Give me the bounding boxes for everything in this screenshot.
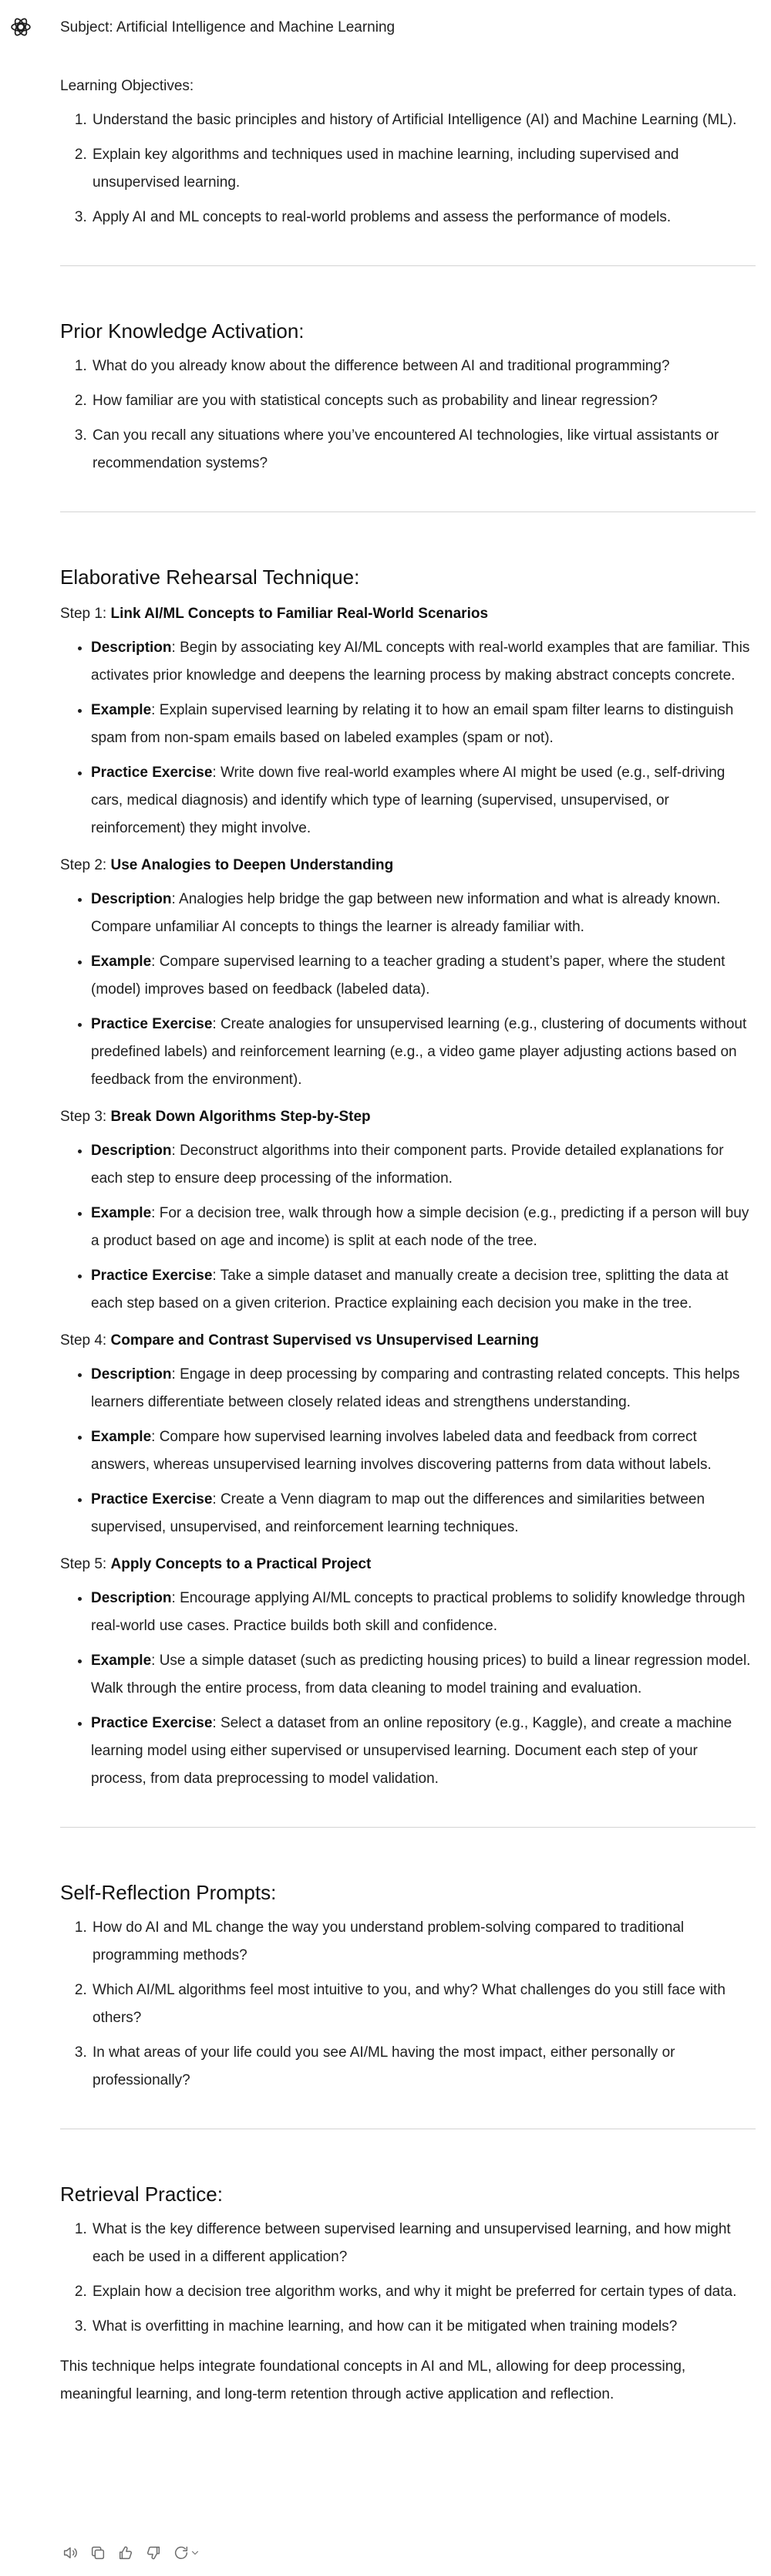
step-title: Break Down Algorithms Step-by-Step xyxy=(110,1109,371,1125)
practice-label: Practice Exercise xyxy=(91,1715,213,1731)
list-item xyxy=(91,886,756,941)
learning-objectives-label: Learning Objectives: xyxy=(60,78,194,94)
elaborative-heading: Elaborative Rehearsal Technique: xyxy=(60,566,360,589)
example-label: Example xyxy=(91,702,152,718)
message-actions xyxy=(62,2544,200,2561)
list-item: 1. What is the key difference between supervised learning and unsupervised learning, and how might each be used in a different application? xyxy=(91,2216,756,2271)
step-2-heading xyxy=(60,852,756,879)
chevron-down-icon xyxy=(190,2547,200,2558)
thumbs-up-icon[interactable] xyxy=(117,2544,134,2561)
list-item xyxy=(91,948,756,1004)
list-item: 2. How familiar are you with statistical concepts such as probability and linear regression? xyxy=(91,387,756,415)
list-item xyxy=(91,1423,756,1479)
list-item: 3. Apply AI and ML concepts to real-world problems and assess the performance of models. xyxy=(91,204,756,231)
practice-text: : Create a Venn diagram to map out the differences and similarities between supervised, unsupervised, and reinforcement learning techniques. xyxy=(91,1491,705,1535)
list-item: 3. What is overfitting in machine learning, and how can it be mitigated when training models? xyxy=(91,2313,756,2341)
practice-text: : Take a simple dataset and manually create a decision tree, splitting the data at each step based on a given criterion. Practice explaining each decision you make in the tree. xyxy=(91,1268,729,1312)
practice-text: : Write down five real-world examples where AI might be used (e.g., self-driving cars, medical diagnosis) and identify which type of learning (supervised, unsupervised, or reinforcement) they might involve. xyxy=(91,765,726,836)
description-text: : Encourage applying AI/ML concepts to practical problems to solidify knowledge through real-world use cases. Practice builds both skill and confidence. xyxy=(91,1590,746,1634)
practice-label: Practice Exercise xyxy=(91,765,213,781)
list-item: 1. Understand the basic principles and history of Artificial Intelligence (AI) and Machine Learning (ML). xyxy=(91,106,756,134)
step-prefix: Step 5: xyxy=(60,1556,111,1572)
example-label: Example xyxy=(91,1653,152,1669)
list-item: 3. In what areas of your life could you see AI/ML having the most impact, either personally or professionally? xyxy=(91,2039,756,2095)
step-1-list xyxy=(60,634,756,842)
thumbs-down-icon[interactable] xyxy=(145,2544,162,2561)
example-label: Example xyxy=(91,954,152,970)
list-item xyxy=(91,1710,756,1793)
list-item xyxy=(91,1262,756,1318)
step-4-heading xyxy=(60,1327,756,1355)
list-item: 1. What do you already know about the difference between AI and traditional programming? xyxy=(91,353,756,380)
assistant-message xyxy=(60,12,756,2409)
list-item: 2. Which AI/ML algorithms feel most intuitive to you, and why? What challenges do you still face with others? xyxy=(91,1977,756,2032)
description-text: : Begin by associating key AI/ML concepts with real-world examples that are familiar. This activates prior knowledge and deepens the learning process by making abstract concepts concrete. xyxy=(91,640,750,684)
learning-objectives-list xyxy=(60,106,756,231)
step-title: Use Analogies to Deepen Understanding xyxy=(110,857,394,873)
retrieval-list xyxy=(60,2216,756,2341)
step-2-list xyxy=(60,886,756,1094)
list-item xyxy=(91,1137,756,1193)
list-item: 2. Explain how a decision tree algorithm works, and why it might be preferred for certain types of data. xyxy=(91,2278,756,2306)
step-title: Apply Concepts to a Practical Project xyxy=(110,1556,372,1572)
step-title: Compare and Contrast Supervised vs Unsupervised Learning xyxy=(110,1332,539,1349)
self-reflection-heading: Self-Reflection Prompts: xyxy=(60,1881,277,1904)
practice-label: Practice Exercise xyxy=(91,1016,213,1032)
practice-text: : Select a dataset from an online repository (e.g., Kaggle), and create a machine learning model using either supervised or unsupervised learning. Document each step of your process, from data preprocessing to model validation. xyxy=(91,1715,732,1787)
step-prefix: Step 3: xyxy=(60,1109,111,1125)
description-label: Description xyxy=(91,1590,172,1606)
example-label: Example xyxy=(91,1429,152,1445)
practice-text: : Create analogies for unsupervised learning (e.g., clustering of documents without predefined labels) and reinforcement learning (e.g., a video game player adjusting actions based on feedback from the environment). xyxy=(91,1016,747,1088)
list-item xyxy=(91,634,756,690)
list-item xyxy=(91,1647,756,1703)
retrieval-heading: Retrieval Practice: xyxy=(60,2183,223,2206)
list-item: 3. Can you recall any situations where you’ve encountered AI technologies, like virtual assistants or recommendation systems? xyxy=(91,422,756,478)
step-prefix: Step 2: xyxy=(60,857,111,873)
divider xyxy=(60,1827,756,1828)
read-aloud-icon[interactable] xyxy=(62,2544,79,2561)
example-text: : Compare supervised learning to a teacher grading a student’s paper, where the student (model) improves based on feedback (labeled data). xyxy=(91,954,726,998)
list-item xyxy=(91,1361,756,1416)
list-item: 2. Explain key algorithms and techniques used in machine learning, including supervised and unsupervised learning. xyxy=(91,141,756,197)
step-title: Link AI/ML Concepts to Familiar Real-World Scenarios xyxy=(110,606,489,622)
regenerate-icon[interactable] xyxy=(173,2544,200,2561)
list-item: 1. How do AI and ML change the way you understand problem-solving compared to traditional programming methods? xyxy=(91,1914,756,1970)
step-1-heading xyxy=(60,600,756,628)
example-label: Example xyxy=(91,1205,152,1221)
list-item xyxy=(91,1585,756,1640)
example-text: : For a decision tree, walk through how a simple decision (e.g., predicting if a person will buy a product based on age and income) is split at each node of the tree. xyxy=(91,1205,749,1249)
step-4-list xyxy=(60,1361,756,1541)
description-text: : Analogies help bridge the gap between new information and what is already known. Compare unfamiliar AI concepts to things the learner is already familiar with. xyxy=(91,891,721,935)
step-3-heading xyxy=(60,1103,756,1131)
self-reflection-list xyxy=(60,1914,756,2095)
list-item xyxy=(91,1486,756,1541)
step-3-list xyxy=(60,1137,756,1318)
step-prefix: Step 1: xyxy=(60,606,111,622)
prior-knowledge-heading: Prior Knowledge Activation: xyxy=(60,319,305,343)
copy-icon[interactable] xyxy=(89,2544,106,2561)
example-text: : Use a simple dataset (such as predicting housing prices) to build a linear regression model. Walk through the entire process, from data cleaning to model training and evaluation. xyxy=(91,1653,751,1697)
assistant-logo-icon xyxy=(9,15,32,39)
description-label: Description xyxy=(91,1366,172,1383)
practice-label: Practice Exercise xyxy=(91,1268,213,1284)
subject-line: Subject: Artificial Intelligence and Machine Learning xyxy=(60,19,396,35)
list-item xyxy=(91,697,756,752)
closing-paragraph: This technique helps integrate foundational concepts in AI and ML, allowing for deep processing, meaningful learning, and long-term retention through active application and reflection. xyxy=(60,2358,686,2402)
practice-label: Practice Exercise xyxy=(91,1491,213,1507)
description-text: : Deconstruct algorithms into their component parts. Provide detailed explanations for each step to ensure deep processing of the information. xyxy=(91,1143,724,1187)
prior-knowledge-list xyxy=(60,353,756,478)
description-label: Description xyxy=(91,640,172,656)
divider xyxy=(60,265,756,266)
step-5-list xyxy=(60,1585,756,1793)
example-text: : Compare how supervised learning involves labeled data and feedback from correct answers, whereas unsupervised learning involves discovering patterns from data without labels. xyxy=(91,1429,712,1473)
list-item xyxy=(91,1011,756,1094)
step-prefix: Step 4: xyxy=(60,1332,111,1349)
divider xyxy=(60,511,756,512)
step-5-heading xyxy=(60,1551,756,1578)
list-item xyxy=(91,759,756,842)
list-item xyxy=(91,1200,756,1255)
description-text: : Engage in deep processing by comparing and contrasting related concepts. This helps learners differentiate between closely related ideas and strengthens understanding. xyxy=(91,1366,740,1410)
description-label: Description xyxy=(91,1143,172,1159)
description-label: Description xyxy=(91,891,172,907)
example-text: : Explain supervised learning by relating it to how an email spam filter learns to distinguish spam from non-spam emails based on labeled examples (spam or not). xyxy=(91,702,734,746)
